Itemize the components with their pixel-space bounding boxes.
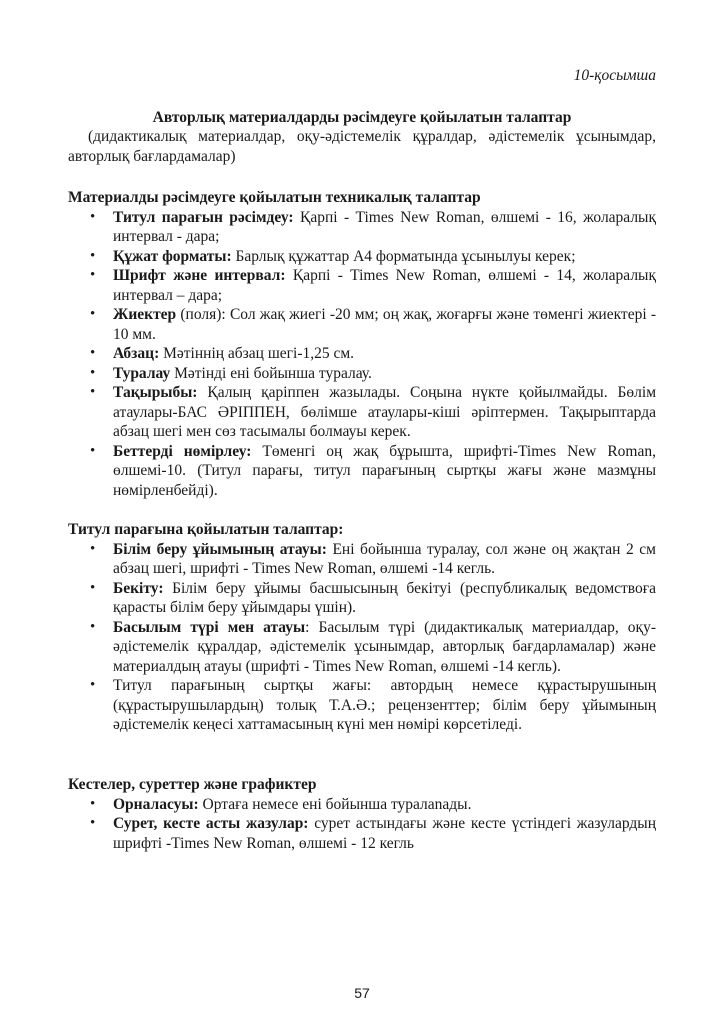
- bullet-icon: •: [90, 384, 96, 400]
- item-text: Барлық құжаттар А4 форматында ұсынылуы керек;: [231, 247, 576, 265]
- bullet-icon: •: [90, 442, 96, 459]
- list-item: [68, 208, 656, 247]
- list-item: [68, 383, 656, 442]
- section-technical-requirements: [68, 188, 656, 500]
- list-item: [68, 364, 656, 384]
- list-item: [68, 344, 656, 364]
- bullet-icon: •: [90, 815, 96, 831]
- bullet-icon: •: [90, 208, 96, 225]
- bullet-icon: •: [90, 247, 96, 264]
- item-label: Білім беру ұйымының атауы:: [113, 540, 327, 558]
- item-text: (поля): Сол жақ жиегі -20 мм; оң жақ, жоғарғы және төменгі жиектері - 10 мм.: [113, 306, 656, 343]
- item-text: : Басылым түрі (дидактикалық материалдар, оқу-әдістемелік құралдар, әдістемелік ұсынымдар, авторлық бағдарламалар) және материалдың атауы (шрифті - Times New Roman, өлшемі -14 кегль).: [113, 618, 656, 675]
- list-item: [68, 305, 656, 344]
- item-label: Жиектер: [113, 306, 177, 323]
- bullet-icon: •: [90, 345, 96, 361]
- page-number: 57: [354, 985, 370, 1001]
- list-item: [68, 676, 656, 735]
- item-text: Ортаға немесе ені бойынша туралanады.: [198, 795, 472, 813]
- bullet-icon: •: [90, 677, 96, 693]
- list-item: [68, 795, 656, 815]
- bullet-icon: •: [90, 306, 96, 322]
- bullet-icon: •: [90, 795, 96, 812]
- item-text: Білім беру ұйымы басшысының бекітуі (республикалық ведомствоға қарасты білім беру ұйымдары үшін).: [113, 579, 656, 616]
- item-text: Мәтіннің абзац шегі-1,25 см.: [159, 345, 355, 362]
- page-title: Авторлық материалдарды рәсімдеуге қойылатын талаптар: [152, 109, 572, 126]
- item-label: Шрифт және интервал:: [113, 267, 286, 284]
- requirements-list: [68, 795, 656, 854]
- page-subtitle: (дидактикалық материалдар, оқу-әдістемелік құралдар, әдістемелік ұсынымдар, авторлық бағлардамалар): [68, 128, 656, 165]
- item-text: Ені бойынша туралау, сол және оң жақтан 2 см абзац шегі, шрифті - Times New Roman, өлшемі -14 кегль.: [113, 540, 656, 577]
- item-text: Қалың қаріппен жазылады. Соңына нүкте қойылмайды. Бөлім атаулары-БАС ӘРІППЕН, бөлімше атаулары-кіші әріптермен. Тақырыптарда абзац шегі мен сөз тасымалы болмауы керек.: [113, 384, 656, 440]
- list-item: [68, 247, 656, 267]
- item-label: Орналасуы:: [113, 795, 199, 813]
- list-item: [68, 540, 656, 579]
- list-item: [68, 442, 656, 501]
- list-item: [68, 618, 656, 677]
- item-label: Абзац:: [113, 345, 160, 362]
- list-item: [68, 266, 656, 305]
- item-text: Қарпі - Times New Roman, өлшемі - 14, жоларалық интервал – дара;: [113, 267, 656, 304]
- item-label: Туралау: [113, 364, 171, 382]
- bullet-icon: •: [90, 364, 96, 381]
- item-label: Сурет, кесте асты жазулар:: [113, 815, 309, 832]
- bullet-icon: •: [90, 618, 96, 635]
- item-text: Титул парағының сыртқы жағы: автордың немесе құрастырушының (құрастырушылардың) толық Т.А.Ә.; рецензенттер; білім беру ұйымының әдістемелік кеңесі хаттамасының күні мен нөмірі көрсетіледі.: [113, 677, 656, 733]
- item-label: Бекіту:: [113, 579, 164, 597]
- requirements-list: [68, 540, 656, 735]
- bullet-icon: •: [90, 579, 96, 596]
- section-title-page-requirements: [68, 520, 656, 735]
- item-text: Мәтінді ені бойынша туралау.: [170, 364, 372, 382]
- section-heading: Титул парағына қойылатын талаптар:: [68, 521, 344, 538]
- section-heading: Материалды рәсімдеуге қойылатын техникалық талаптар: [68, 189, 481, 206]
- item-label: Беттерді нөмірлеу:: [113, 442, 252, 460]
- item-text: сурет астындағы және кесте үстіндегі жазулардың шрифті -Times New Roman, өлшемі - 12 кегль: [113, 815, 656, 852]
- item-label: Басылым түрі мен атауы: [113, 618, 306, 636]
- item-text: Қарпі - Times New Roman, өлшемі - 16, жоларалық интервал - дара;: [113, 208, 657, 245]
- item-label: Құжат форматы:: [113, 247, 232, 265]
- section-tables-figures: [68, 775, 656, 853]
- bullet-icon: •: [90, 540, 96, 557]
- item-text: Төменгі оң жақ бұрышта, шрифті-Times New Roman, өлшемі-10. (Титул парағы, титул парағының сыртқы жағы және мазмұны нөмірленбейді).: [113, 442, 656, 499]
- list-item: [68, 814, 656, 853]
- item-label: Тақырыбы:: [113, 384, 198, 401]
- item-label: Титул парағын рәсімдеу:: [113, 208, 294, 226]
- bullet-icon: •: [90, 267, 96, 283]
- list-item: [68, 579, 656, 618]
- appendix-label: 10-қосымша: [573, 67, 656, 84]
- section-heading: Кестелер, суреттер және графиктер: [68, 776, 317, 793]
- requirements-list: [68, 208, 656, 501]
